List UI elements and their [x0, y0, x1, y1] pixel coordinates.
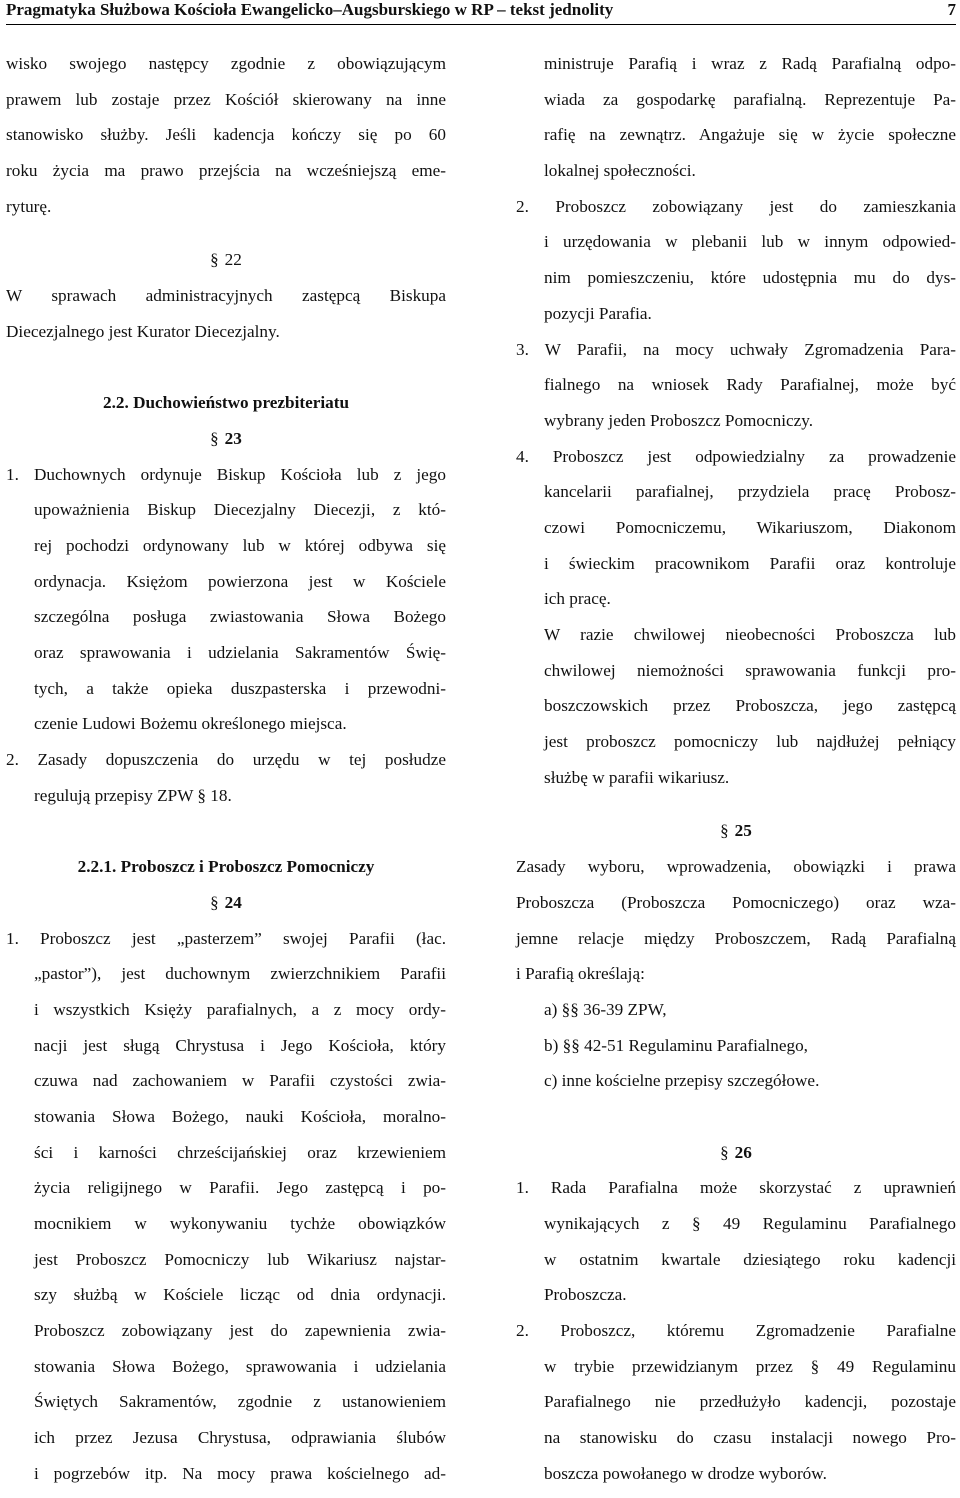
right-column: [516, 46, 956, 1492]
text-line: i pogrzebów itp. Na mocy prawa kościelnego ad-: [34, 1463, 446, 1483]
text-line: 2. Zasady dopuszczenia do urzędu w tej posłudze: [6, 750, 446, 770]
text-line: W sprawach administracyjnych zastępcą Biskupa: [6, 286, 446, 306]
text-line: ordynacja. Księżom powierzona jest w Kościele: [34, 571, 446, 591]
text-line: nim pomieszczeniu, które udostępnia mu do dys-: [544, 268, 956, 288]
text-line: 2. Proboszcz zobowiązany jest do zamieszkania: [516, 196, 956, 216]
text-line: Proboszcza (Proboszcza Pomocniczego) oraz wza-: [516, 892, 956, 912]
text-line: stowania Słowa Bożego, nauki Kościoła, moralno-: [34, 1106, 446, 1126]
text-line: oraz sprawowania i udzielania Sakramentów Świę-: [34, 643, 446, 662]
text-line: i świeckim pracownikom Parafii oraz kontroluje: [544, 553, 956, 573]
text-line: kancelarii parafialnej, przydziela pracę Probosz-: [544, 482, 956, 502]
text-line: 3. W Parafii, na mocy uchwały Zgromadzenia Para-: [516, 339, 956, 359]
text-line: 4. Proboszcz jest odpowiedzialny za prowadzenie: [516, 446, 956, 466]
text-line: „pastor”), jest duchownym zwierzchnikiem Parafii: [34, 964, 446, 984]
chapter-heading-2-2-1: 2.2.1. Proboszcz i Proboszcz Pomocniczy: [77, 857, 375, 877]
list-item: a) §§ 36-39 ZPW,: [544, 999, 667, 1019]
text-line: lokalnej społeczności.: [544, 161, 696, 181]
text-line: i wszystkich Księży parafialnych, a z mocy ordy-: [34, 999, 446, 1019]
section-23-heading: § 23: [6, 421, 446, 457]
text-line: życia religijnego w Parafii. Jego zastępcą i po-: [34, 1178, 446, 1198]
text-line: wynikających z § 49 Regulaminu Parafialnego: [544, 1214, 956, 1233]
text-line: w trybie przewidzianym przez § 49 Regulaminu: [544, 1356, 956, 1376]
section-22-heading: § 22: [6, 242, 446, 278]
text-line: 1. Rada Parafialna może skorzystać z uprawnień: [516, 1178, 956, 1198]
text-line: jemne relacje między Proboszczem, Radą Parafialną: [516, 928, 956, 948]
text-line: na stanowisku do czasu instalacji nowego Pro-: [544, 1428, 956, 1448]
text-line: Świętych Sakramentów, zgodnie z ustanowieniem: [34, 1392, 446, 1412]
text-line: boszcza powołanego w drodze wyborów.: [544, 1463, 827, 1483]
text-line: chwilowej niemożności sprawowania funkcji pro-: [544, 660, 956, 680]
page-number: 7: [947, 0, 956, 19]
text-line: czuwa nad zachowaniem w Parafii czystości zwia-: [34, 1071, 446, 1091]
text-line: czowi Pomocniczemu, Wikariuszom, Diakonom: [544, 517, 956, 537]
page-header: [6, 0, 956, 25]
text-line: rafię na zewnątrz. Angażuje się w życie społeczne: [544, 125, 956, 145]
text-line: jest Proboszcz Pomocniczy lub Wikariusz najstar-: [34, 1249, 446, 1269]
text-line: regulują przepisy ZPW § 18.: [34, 785, 232, 805]
text-line: Parafialnego nie przedłużyło kadencji, pozostaje: [544, 1392, 956, 1412]
text-line: i urzędowania w plebanii lub w innym odpowied-: [544, 232, 956, 252]
text-line: nacji jest sługą Chrystusa i Jego Kościoła, który: [34, 1035, 446, 1055]
document-title: Pragmatyka Służbowa Kościoła Ewangelicko–Augsburskiego w RP – tekst jednolity: [6, 0, 614, 19]
text-line: 1. Duchownych ordynuje Biskup Kościoła lub z jego: [6, 464, 446, 484]
text-line: szy służbą w Kościele licząc od dnia ordynacji.: [34, 1285, 446, 1305]
text-line: wiada za gospodarkę parafialną. Reprezentuje Pa-: [544, 89, 956, 109]
text-line: Proboszcza.: [544, 1285, 627, 1305]
text-line: boszczowskich przez Proboszcza, jego zastępcą: [544, 696, 956, 716]
text-line: mocnikiem w wykonywaniu tychże obowiązków: [34, 1214, 446, 1233]
text-line: 2. Proboszcz, któremu Zgromadzenie Parafialne: [516, 1321, 956, 1341]
text-line: czenie Ludowi Bożemu określonego miejsca.: [34, 714, 347, 734]
text-line: szczególna posługa zwiastowania Słowa Bożego: [34, 607, 446, 627]
text-line: jest proboszcz pomocniczy lub najdłużej pełniący: [544, 732, 956, 752]
text-line: stowania Słowa Bożego, sprawowania i udzielania: [34, 1356, 446, 1376]
section-25-heading: § 25: [516, 813, 956, 849]
text-line: rej pochodzi ordynowany lub w której odbywa się: [34, 535, 446, 555]
text-line: ryturę.: [6, 196, 52, 216]
left-column: [6, 46, 446, 1492]
chapter-heading-2-2: 2.2. Duchowieństwo prezbiteriatu: [102, 393, 350, 413]
text-line: ministruje Parafią i wraz z Radą Parafialną odpo-: [544, 54, 956, 73]
text-line: i Parafią określają:: [516, 964, 645, 984]
text-line: ich przez Jezusa Chrystusa, odprawiania ślubów: [34, 1428, 446, 1448]
text-line: ści i karności chrześcijańskiej oraz krzewieniem: [34, 1142, 446, 1162]
section-26-heading: § 26: [516, 1135, 956, 1171]
list-item: c) inne kościelne przepisy szczegółowe.: [544, 1071, 820, 1091]
text-line: prawem lub zostaje przez Kościół skierowany na inne: [6, 89, 446, 109]
text-line: wisko swojego następcy zgodnie z obowiązującym: [6, 54, 446, 73]
text-line: Zasady wyboru, wprowadzenia, obowiązki i prawa: [516, 857, 956, 877]
text-line: roku życia ma prawo przejścia na wcześniejszą eme-: [6, 161, 446, 181]
text-line: służbę w parafii wikariusz.: [544, 767, 730, 787]
text-line: upoważnienia Biskup Diecezjalny Diecezji, z któ-: [34, 500, 446, 520]
text-line: fialnego na wniosek Rady Parafialnej, może być: [544, 375, 956, 395]
text-line: 1. Proboszcz jest „pasterzem” swojej Parafii (łac.: [6, 928, 446, 948]
section-24-heading: § 24: [6, 885, 446, 921]
text-line: W razie chwilowej nieobecności Proboszcza lub: [544, 625, 956, 644]
text-line: w ostatnim kwartale dziesiątego roku kadencji: [544, 1249, 956, 1269]
text-line: wybrany jeden Proboszcz Pomocniczy.: [544, 410, 814, 430]
text-line: stanowisko służby. Jeśli kadencja kończy się po 60: [6, 125, 446, 145]
text-line: Proboszcz zobowiązany jest do zapewnienia zwia-: [34, 1321, 446, 1341]
text-line: tych, a także opieka duszpasterska i przewodni-: [34, 678, 446, 698]
text-line: pozycji Parafia.: [544, 303, 652, 323]
text-line: Diecezjalnego jest Kurator Diecezjalny.: [6, 321, 280, 341]
text-line: ich pracę.: [544, 589, 611, 609]
list-item: b) §§ 42-51 Regulaminu Parafialnego,: [544, 1035, 808, 1055]
